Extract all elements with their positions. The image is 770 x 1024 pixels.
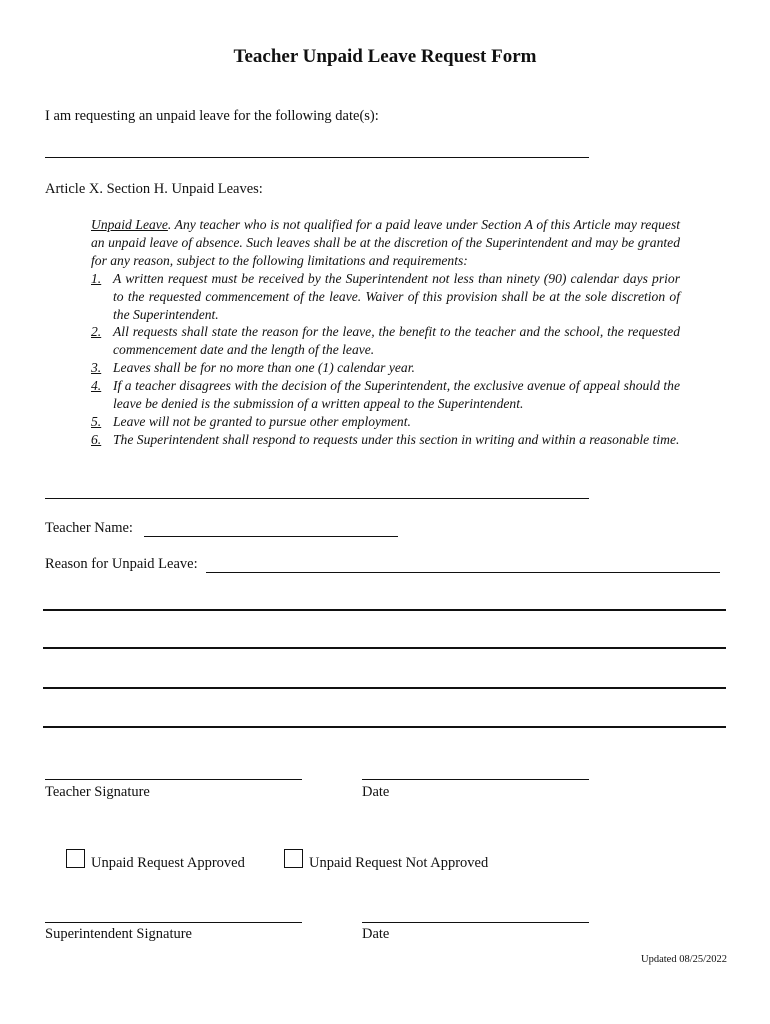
reason-line[interactable]: [43, 647, 726, 649]
article-heading: Article X. Section H. Unpaid Leaves:: [45, 181, 263, 197]
not-approved-checkbox[interactable]: [284, 849, 303, 868]
list-item-number: 4.: [91, 378, 102, 394]
teacher-signature-label: Teacher Signature: [45, 784, 150, 800]
teacher-name-label: Teacher Name:: [45, 520, 133, 536]
updated-note: Updated 08/25/2022: [641, 954, 728, 965]
list-item: [91, 377, 680, 413]
list-item-text: If a teacher disagrees with the decision of the Superintendent, the exclusive avenue of appeal should the leave be denied is the submission of a written appeal to the Superintendent.: [113, 378, 680, 412]
reason-line[interactable]: [43, 687, 726, 689]
article-body: [91, 216, 680, 449]
approved-label: Unpaid Request Approved: [91, 855, 245, 871]
teacher-name-input[interactable]: [144, 520, 398, 537]
reason-line[interactable]: [43, 726, 726, 728]
superintendent-signature-line[interactable]: [45, 922, 302, 923]
superintendent-signature-label: Superintendent Signature: [45, 926, 192, 942]
list-item-text: The Superintendent shall respond to requests under this section in writing and within a reasonable time.: [113, 431, 680, 447]
list-item-text: Leave will not be granted to pursue other employment.: [113, 413, 411, 429]
list-item: [91, 431, 680, 449]
list-item: [91, 270, 680, 324]
reason-input[interactable]: [206, 556, 720, 573]
list-item-number: 6.: [91, 431, 102, 447]
form-title: Teacher Unpaid Leave Request Form: [233, 46, 537, 67]
article-intro: [91, 216, 680, 270]
list-item-text: Leaves shall be for no more than one (1) calendar year.: [113, 360, 415, 376]
list-item: [91, 413, 680, 431]
list-item-number: 2.: [91, 324, 102, 340]
reason-label: Reason for Unpaid Leave:: [45, 556, 198, 572]
reason-line[interactable]: [43, 609, 726, 611]
list-item-number: 3.: [91, 360, 102, 376]
superintendent-date-label: Date: [362, 926, 390, 942]
list-item-number: 1.: [91, 270, 102, 286]
teacher-date-label: Date: [362, 784, 390, 800]
list-item: [91, 323, 680, 359]
section-divider: [45, 498, 589, 499]
article-lead-term: Unpaid Leave: [91, 217, 168, 232]
list-item-text: All requests shall state the reason for the leave, the benefit to the teacher and the school, the requested commencement date and the length of the leave.: [113, 324, 680, 358]
dates-input[interactable]: [45, 141, 589, 158]
superintendent-date-line[interactable]: [362, 922, 589, 923]
list-item: [91, 359, 680, 377]
teacher-signature-line[interactable]: [45, 779, 302, 780]
list-item-text: A written request must be received by the Superintendent not less than ninety (90) calendar days prior to the requested commencement of the leave. Waiver of this provision shall be at the sole discretion of the Superintendent.: [113, 270, 680, 322]
teacher-date-line[interactable]: [362, 779, 589, 780]
article-lead-text: . Any teacher who is not qualified for a paid leave under Section A of this Article may request an unpaid leave of absence. Such leaves shall be at the discretion of the Superintendent and may be granted for any reason, subject to the following limitations and requirements:: [91, 217, 681, 268]
list-item-number: 5.: [91, 413, 102, 429]
approved-checkbox[interactable]: [66, 849, 85, 868]
not-approved-label: Unpaid Request Not Approved: [309, 855, 489, 871]
requirements-list: [91, 270, 680, 449]
dates-prompt: I am requesting an unpaid leave for the following date(s):: [45, 108, 379, 124]
